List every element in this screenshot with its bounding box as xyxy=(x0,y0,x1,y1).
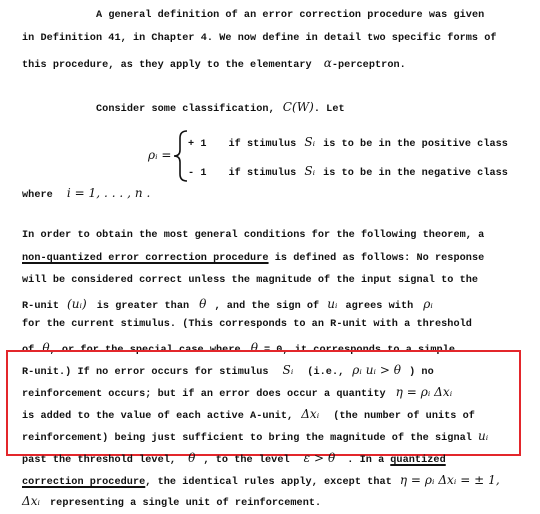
text: will be considered correct unless the magnitude of the input signal to the xyxy=(22,275,479,286)
text: , the identical rules apply, except that xyxy=(145,477,392,488)
text: reinforcement) being just sufficient to bring the magnitude of the signal xyxy=(22,433,472,444)
text: (the number of units of xyxy=(333,411,475,422)
text: past the threshold level, xyxy=(22,455,177,466)
text: if stimulus xyxy=(228,168,297,179)
eta-math: η = ρᵢ Δxᵢ xyxy=(395,385,453,399)
text: of xyxy=(22,345,35,356)
para1-line3 xyxy=(22,56,406,71)
para2-line3 xyxy=(22,275,478,286)
text: , to the level xyxy=(203,455,290,466)
where-line xyxy=(22,186,150,201)
para2-line5 xyxy=(22,319,472,330)
text: A general definition of an error correction procedure was given xyxy=(96,10,485,21)
underlined-term: non-quantized error correction procedure xyxy=(22,253,269,264)
s-symbol: Sᵢ xyxy=(304,164,316,178)
para2-line2 xyxy=(22,253,484,264)
rho-symbol: ρᵢ = xyxy=(148,148,172,162)
text: is to be in the negative class xyxy=(323,168,508,179)
text: for the current stimulus. (This corresponds to an R-unit with a threshold xyxy=(22,319,472,330)
theta-symbol: θ xyxy=(188,451,196,465)
alpha-symbol: α xyxy=(323,56,332,70)
cw-symbol: C(W) xyxy=(282,100,314,114)
text: agrees with xyxy=(345,301,414,312)
text: if stimulus xyxy=(228,139,297,150)
ui-symbol: uᵢ xyxy=(477,429,489,443)
para2-line1 xyxy=(22,230,484,241)
s-symbol: Sᵢ xyxy=(282,363,294,377)
ui-symbol: uᵢ xyxy=(327,297,338,311)
text: ) no xyxy=(409,367,434,378)
dx-symbol: Δxᵢ xyxy=(22,494,40,508)
para2-line7 xyxy=(22,363,434,378)
range-math: i = 1, . . . , n . xyxy=(66,186,151,200)
underlined-term: quantized xyxy=(390,455,446,466)
dx-symbol: Δxᵢ xyxy=(301,407,320,421)
text: in Definition 41, in Chapter 4. We now define in detail two specific forms of xyxy=(22,33,497,44)
text: this procedure, as they apply to the elementary xyxy=(22,60,312,71)
case-negative xyxy=(188,164,508,179)
underlined-term: correction procedure xyxy=(22,477,146,488)
ui-symbol: (uᵢ) xyxy=(66,297,87,311)
text: is to be in the positive class xyxy=(323,139,508,150)
text: is defined as follows: No response xyxy=(268,253,485,264)
para2-line13 xyxy=(22,494,321,509)
para2-line4 xyxy=(22,297,433,312)
text: reinforcement occurs; but if an error does occur a quantity xyxy=(22,389,386,400)
para2-line12 xyxy=(22,473,500,488)
para2-line8 xyxy=(22,385,452,400)
text: is added to the value of each active A-unit, xyxy=(22,411,294,422)
theta-symbol: θ xyxy=(42,341,50,355)
text: = 0, it corresponds to a simple xyxy=(263,345,456,356)
rho-symbol: ρᵢ xyxy=(423,297,433,311)
theta-symbol: θ xyxy=(250,341,258,355)
eta-math: η = ρᵢ Δxᵢ = ± 1, xyxy=(399,473,500,487)
text: , or for the special case where xyxy=(49,345,241,356)
text: - 1 xyxy=(188,168,207,179)
text: + 1 xyxy=(188,139,207,150)
s-symbol: Sᵢ xyxy=(304,135,316,149)
epsilon-math: ε > θ xyxy=(303,451,336,465)
para1-line1 xyxy=(96,10,484,21)
text: representing a single unit of reinforcement. xyxy=(50,498,322,509)
text: R-unit.) If no error occurs for stimulus xyxy=(22,367,269,378)
text: where xyxy=(22,190,53,201)
consider-line xyxy=(96,100,345,115)
text: (i.e., xyxy=(307,367,345,378)
para2-line10 xyxy=(22,429,488,444)
text: is greater than xyxy=(96,301,190,312)
text: In order to obtain the most general conditions for the following theorem, a xyxy=(22,230,485,241)
para1-line2 xyxy=(22,33,497,44)
condition-math: ρᵢ uᵢ > θ xyxy=(352,363,402,377)
text: Consider some classification, xyxy=(96,104,275,115)
rho-i-label xyxy=(148,148,172,163)
para2-line11 xyxy=(22,451,446,466)
para2-line9 xyxy=(22,407,475,422)
text: . Let xyxy=(313,104,345,115)
text: , and the sign of xyxy=(214,301,320,312)
theta-symbol: θ xyxy=(199,297,207,311)
text: R-unit xyxy=(22,301,59,312)
text: -perceptron. xyxy=(331,60,406,71)
case-positive xyxy=(188,135,508,150)
text: . In a xyxy=(347,455,385,466)
